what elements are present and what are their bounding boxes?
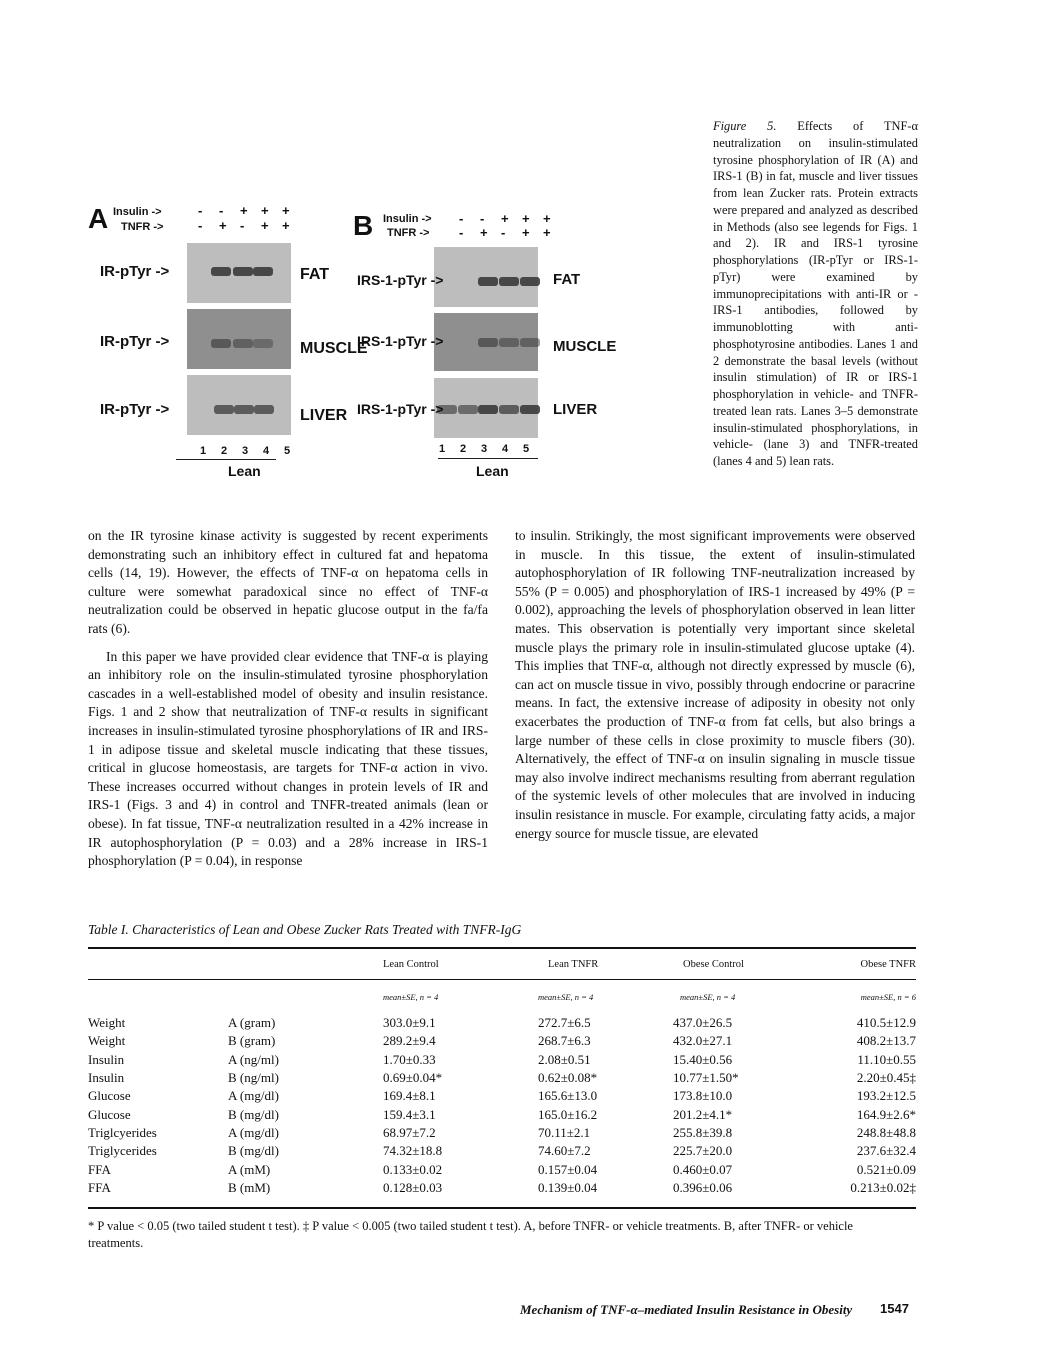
- table-cell: B (mg/dl): [228, 1106, 279, 1122]
- table-cell: 410.5±12.9: [856, 1015, 916, 1031]
- insulin-sign: +: [240, 203, 248, 218]
- table-cell: Triglcyerides: [88, 1124, 157, 1140]
- table-cell: Insulin: [88, 1051, 125, 1067]
- table-cell: 225.7±20.0: [673, 1143, 733, 1159]
- table-cell: 432.0±27.1: [673, 1033, 733, 1049]
- insulin-sign: -: [459, 211, 464, 226]
- table-cell: 268.7±6.3: [538, 1033, 591, 1049]
- table-cell: 2.20±0.45‡: [856, 1070, 916, 1086]
- paragraph: In this paper we have provided clear evidence that TNF-α is playing an inhibitory role on the insulin-stimulated tyrosine phosphorylation cascades in a well-established model of obesity and insulin resistance. Figs. 1 and 2 show that neutralization of TNF-α results in significant increases in insulin-stimulated tyrosine phosphorylations of IR and IRS-1 in adipose tissue and skeletal muscle indicating that these tissues, critical in glucose homeostasis, are targets for TNF-α action in vivo. These increases occurred without changes in protein levels of IR and IRS-1 (Figs. 3 and 4) in control and TNFR-treated animals (lean or obese). In fat tissue, TNF-α neutralization resulted in a 42% increase in IR autophosphorylation (P = 0.03) and a 28% increase in IRS-1 phosphorylation (P = 0.04), in response: [88, 648, 488, 869]
- tissue-label: MUSCLE: [300, 340, 368, 357]
- table-cell: A (ng/ml): [228, 1051, 279, 1067]
- lane-number: 1: [200, 445, 207, 457]
- insulin-label: Insulin ->: [383, 213, 432, 225]
- table-cell: 248.8±48.8: [856, 1124, 916, 1140]
- paragraph: to insulin. Strikingly, the most significant improvements were observed in muscle. In this tissue, the extent of insulin-stimulated autophosphorylation of IR following TNF-neutralization increased by 55% (P = 0.005) and phosphorylation of IRS-1 increased by 49% (P = 0.002), approaching the levels of phosphorylation observed in lean litter mates. This observation is potentially very important since skeletal muscle plays the primary role in insulin-stimulated glucose uptake (4). This implies that TNF-α, although not directly expressed by muscle (6), can act on muscle tissue in vivo, possibly through endocrine or paracrine means. In fact, the extensive increase of adiposity in obesity not only exacerbates the production of TNF-α from fat cells, but also brings a large number of these cells in close proximity to muscle fibers (30). Alternatively, the effect of TNF-α on insulin signaling in muscle tissue may also involve indirect mechanisms resulting from aberrant regulation of the systemic levels of other molecules that are involved in inducing insulin resistance in muscle. For example, circulating fatty acids, a major energy source for muscle tissue, are elevated: [515, 528, 915, 841]
- table-cell: A (mg/dl): [228, 1088, 279, 1104]
- column-header: Obese TNFR: [860, 958, 916, 970]
- column-subheader: mean±SE, n = 4: [538, 992, 594, 1002]
- insulin-sign: +: [261, 203, 269, 218]
- insulin-sign: +: [522, 211, 530, 226]
- table-cell: B (ng/ml): [228, 1070, 279, 1086]
- tissue-label: LIVER: [553, 401, 598, 418]
- tissue-label: MUSCLE: [553, 338, 617, 355]
- tissue-label: FAT: [553, 271, 581, 288]
- table-cell: 70.11±2.1: [538, 1124, 591, 1140]
- column-subheader: mean±SE, n = 6: [860, 992, 916, 1002]
- tnfr-sign: +: [282, 218, 290, 233]
- tnfr-sign: +: [480, 225, 488, 240]
- table-row: [88, 1051, 916, 1069]
- table-row: [88, 1069, 916, 1087]
- row-label: IRS-1-pTyr ->: [357, 401, 444, 417]
- body-column-left: [88, 527, 488, 871]
- table-cell: 164.9±2.6*: [856, 1106, 916, 1122]
- table-cell: 169.4±8.1: [383, 1088, 436, 1104]
- table-cell: A (mg/dl): [228, 1124, 279, 1140]
- column-header: Lean Control: [383, 958, 439, 970]
- figure-caption: [713, 118, 918, 470]
- table-cell: 10.77±1.50*: [673, 1070, 739, 1086]
- table-cell: 193.2±12.5: [856, 1088, 916, 1104]
- table-cell: Weight: [88, 1033, 126, 1049]
- table-cell: 68.97±7.2: [383, 1124, 436, 1140]
- insulin-sign: +: [501, 211, 509, 226]
- insulin-sign: -: [198, 203, 203, 218]
- table-cell: 272.7±6.5: [538, 1015, 591, 1031]
- tnfr-sign: -: [501, 225, 506, 240]
- tnfr-sign: +: [261, 218, 269, 233]
- table-row: [88, 1179, 916, 1197]
- lane-number: 1: [439, 443, 446, 455]
- column-subheader: mean±SE, n = 4: [383, 992, 439, 1002]
- lane-number: 4: [502, 443, 509, 455]
- lane-number: 4: [263, 445, 270, 457]
- table-cell: 11.10±0.55: [857, 1051, 916, 1067]
- row-label: IR-pTyr ->: [100, 401, 170, 418]
- lane-number: 2: [460, 443, 467, 455]
- table-cell: A (mM): [228, 1161, 271, 1177]
- panel-letter: B: [353, 210, 374, 241]
- lane-number: 2: [221, 445, 228, 457]
- table-row: [88, 1160, 916, 1178]
- table-cell: 173.8±10.0: [673, 1088, 733, 1104]
- table-cell: A (gram): [228, 1015, 276, 1031]
- table-cell: 0.133±0.02: [383, 1161, 443, 1177]
- tnfr-sign: -: [240, 218, 245, 233]
- table-row: [88, 1014, 916, 1032]
- body-column-right: [515, 527, 915, 843]
- table-cell: Glucose: [88, 1106, 131, 1122]
- table-cell: 165.6±13.0: [538, 1088, 598, 1104]
- insulin-label: Insulin ->: [113, 206, 162, 218]
- tnfr-sign: +: [219, 218, 227, 233]
- table-cell: Weight: [88, 1015, 126, 1031]
- table-cell: 0.69±0.04*: [383, 1070, 443, 1086]
- caption-label: Figure 5.: [713, 119, 777, 133]
- column-header: Obese Control: [683, 958, 744, 970]
- insulin-sign: -: [480, 211, 485, 226]
- table-row: [88, 1142, 916, 1160]
- table-cell: 159.4±3.1: [383, 1106, 436, 1122]
- table-cell: 165.0±16.2: [538, 1106, 598, 1122]
- table-cell: 0.460±0.07: [673, 1161, 733, 1177]
- row-label: IR-pTyr ->: [100, 263, 170, 280]
- table-row: [88, 1032, 916, 1050]
- table-cell: 1.70±0.33: [383, 1051, 436, 1067]
- tissue-label: LIVER: [300, 407, 348, 424]
- table-title: Table I. Characteristics of Lean and Obese Zucker Rats Treated with TNFR-IgG: [88, 922, 522, 937]
- tnfr-label: TNFR ->: [387, 227, 430, 239]
- row-label: IRS-1-pTyr ->: [357, 333, 444, 349]
- table-cell: Glucose: [88, 1088, 131, 1104]
- group-label: Lean: [476, 463, 509, 479]
- column-subheader: mean±SE, n = 4: [680, 992, 736, 1002]
- table-cell: 0.128±0.03: [383, 1179, 443, 1195]
- lane-number: 5: [523, 443, 530, 455]
- tnfr-sign: -: [459, 225, 464, 240]
- paragraph: on the IR tyrosine kinase activity is suggested by recent experiments demonstrating such an inhibitory effect in cultured fat and hepatoma cells (14, 19). However, the effects of TNF-α on hepatoma cells in culture were somewhat paradoxical since no effect of TNF-α neutralization could be observed in hepatic glucose output in the fa/fa rats (6).: [88, 528, 488, 636]
- table-cell: 0.62±0.08*: [538, 1070, 598, 1086]
- table-cell: 0.521±0.09: [856, 1161, 916, 1177]
- group-label: Lean: [228, 463, 261, 479]
- tnfr-label: TNFR ->: [121, 221, 164, 233]
- table-cell: 437.0±26.5: [673, 1015, 733, 1031]
- table-cell: 408.2±13.7: [856, 1033, 916, 1049]
- table-cell: Insulin: [88, 1070, 125, 1086]
- lane-number: 5: [284, 445, 291, 457]
- table-cell: 0.139±0.04: [538, 1179, 598, 1195]
- running-title: Mechanism of TNF-α–mediated Insulin Resistance in Obesity: [520, 1302, 853, 1317]
- page-number: 1547: [880, 1301, 909, 1316]
- data-table: [88, 948, 916, 1197]
- table-cell: 15.40±0.56: [673, 1051, 733, 1067]
- lane-number: 3: [481, 443, 488, 455]
- panel-letter: A: [88, 203, 109, 234]
- column-header: Lean TNFR: [548, 958, 599, 970]
- table-cell: 303.0±9.1: [383, 1015, 436, 1031]
- table-cell: 237.6±32.4: [856, 1143, 916, 1159]
- tnfr-sign: +: [543, 225, 551, 240]
- table-cell: 0.157±0.04: [538, 1161, 598, 1177]
- table-cell: FFA: [88, 1179, 111, 1195]
- table-cell: 0.396±0.06: [673, 1179, 733, 1195]
- row-label: IRS-1-pTyr ->: [357, 272, 444, 288]
- table-cell: 201.2±4.1*: [673, 1106, 733, 1122]
- table-cell: 289.2±9.4: [383, 1033, 436, 1049]
- tnfr-sign: +: [522, 225, 530, 240]
- caption-text: Effects of TNF-α neutralization on insulin-stimulated tyrosine phosphorylation of IR (A) and IRS-1 (B) in fat, muscle and liver tissues from lean Zucker rats. Protein extracts were prepared and analyzed as described in Methods (also see legends for Figs. 1 and 2). IR and IRS-1 tyrosine phosphorylations (IR-pTyr or IRS-1-pTyr) were examined by immunoprecipitations with anti-IR or -IRS-1 antibodies, followed by immunoblotting with anti-phosphotyrosine antibodies. Lanes 1 and 2 demonstrate the basal levels (without insulin stimulation) of IR or IRS-1 phosphorylation in vehicle- and TNFR-treated lean rats. Lanes 3–5 demonstrate insulin-stimulated phosphorylations, in vehicle- (lane 3) and TNFR-treated (lanes 4 and 5) lean rats.: [713, 119, 918, 468]
- table-row: [88, 1124, 916, 1142]
- table-cell: 255.8±39.8: [673, 1124, 733, 1140]
- table-cell: 74.60±7.2: [538, 1143, 591, 1159]
- table-cell: 0.213±0.02‡: [850, 1179, 916, 1195]
- table-cell: B (gram): [228, 1033, 276, 1049]
- insulin-sign: +: [282, 203, 290, 218]
- row-label: IR-pTyr ->: [100, 333, 170, 350]
- table-cell: B (mg/dl): [228, 1143, 279, 1159]
- table-cell: 74.32±18.8: [383, 1143, 443, 1159]
- table-cell: Triglycerides: [88, 1143, 157, 1159]
- insulin-sign: +: [543, 211, 551, 226]
- table-cell: B (mM): [228, 1179, 271, 1195]
- insulin-sign: -: [219, 203, 224, 218]
- table-footnote: * P value < 0.05 (two tailed student t test). ‡ P value < 0.005 (two tailed student t test). A, before TNFR- or vehicle treatments. B, after TNFR- or vehicle treatments.: [88, 1219, 853, 1250]
- lane-number: 3: [242, 445, 249, 457]
- table-row: [88, 1087, 916, 1105]
- tissue-label: FAT: [300, 266, 330, 283]
- table-row: [88, 1105, 916, 1123]
- table-cell: 2.08±0.51: [538, 1051, 591, 1067]
- table-cell: FFA: [88, 1161, 111, 1177]
- tnfr-sign: -: [198, 218, 203, 233]
